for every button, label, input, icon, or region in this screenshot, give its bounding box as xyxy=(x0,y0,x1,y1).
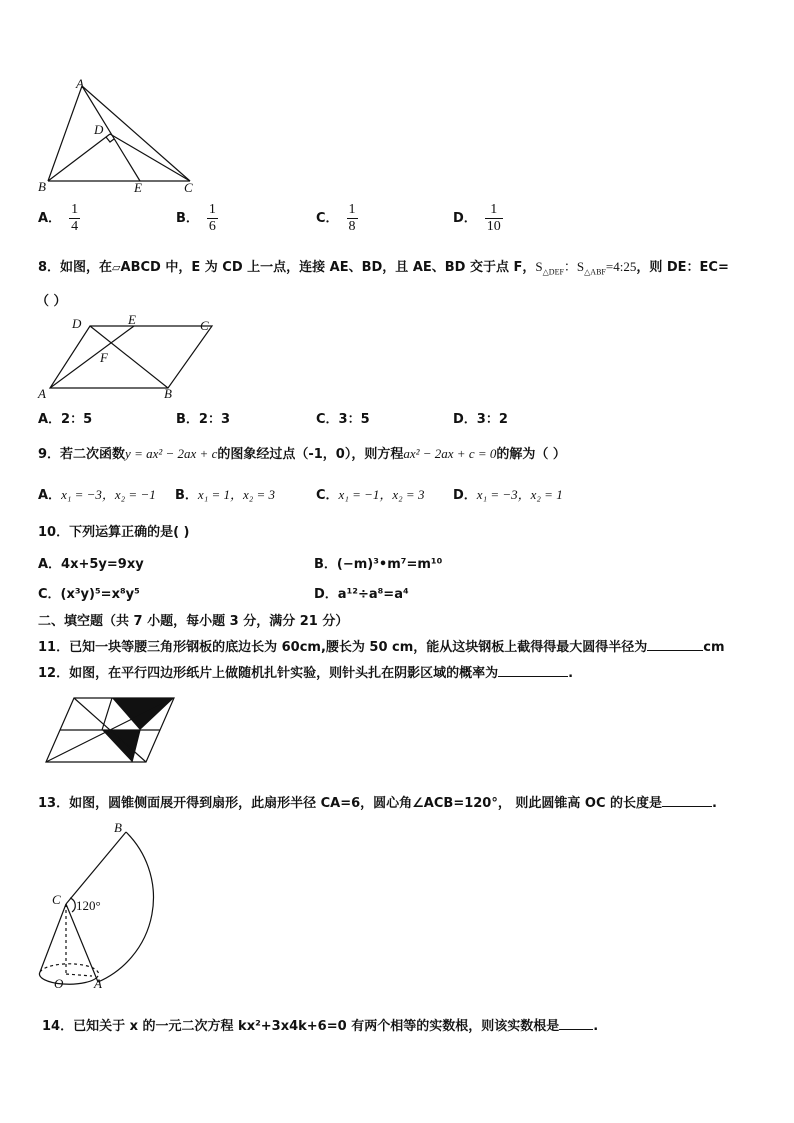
section-heading-fill-in: 二、填空题（共 7 小题，每小题 3 分，满分 21 分） xyxy=(38,614,349,629)
q8-s2-sub: △ABF xyxy=(584,267,606,277)
q7-b-num: 1 xyxy=(208,202,216,217)
q13-answer-blank[interactable] xyxy=(662,794,712,807)
q12-answer-blank[interactable] xyxy=(498,664,568,677)
q10-option-d[interactable]: D．a¹²÷a⁸=a⁴ xyxy=(314,587,409,602)
q11-unit: cm xyxy=(703,640,725,655)
q9-stem-c: 的解为（ ） xyxy=(496,447,566,462)
q11-answer-blank[interactable] xyxy=(647,638,703,651)
q7-option-c-fraction xyxy=(347,202,358,235)
q7-option-a-fraction xyxy=(69,202,80,235)
q7-option-b[interactable] xyxy=(176,202,218,235)
q7-d-den: 10 xyxy=(486,219,501,234)
q9-option-c-label: C． xyxy=(316,488,339,503)
q7-option-c-label: C． xyxy=(316,211,339,226)
q11 xyxy=(38,636,725,655)
q12-parallelogram-figure xyxy=(40,692,190,768)
q14-text: 14．已知关于 x 的一元二次方程 kx²+3x4k+6=0 有两个相等的实数根，则该实数根是 xyxy=(42,1019,560,1034)
q8-option-d[interactable]: D．3：2 xyxy=(453,412,508,427)
q13-label-b: B xyxy=(114,820,122,835)
q8-stem-b: ABCD 中，E 为 CD 上一点，连接 AE、BD，且 AE、BD 交于点 F， xyxy=(120,260,536,275)
q8-stem xyxy=(38,256,729,277)
q7-d-num: 1 xyxy=(485,202,503,219)
q8-ratio xyxy=(535,259,637,277)
q8-option-b[interactable]: B．2：3 xyxy=(176,412,230,427)
q7-label-d: D xyxy=(94,122,104,137)
q13-end: . xyxy=(712,796,717,811)
q10-option-c[interactable]: C．(x³y)⁵=x⁸y⁵ xyxy=(38,587,140,602)
q8-label-f: F xyxy=(100,350,108,365)
q7-option-d-label: D． xyxy=(453,211,477,226)
q13-label-c: C xyxy=(52,892,61,907)
q9-stem xyxy=(38,443,566,462)
q8-option-c[interactable]: C．3：5 xyxy=(316,412,370,427)
q7-label-c: C xyxy=(184,180,193,195)
q8-label-a: A xyxy=(38,386,46,401)
q7-b-den: 6 xyxy=(208,219,216,234)
q12-end: . xyxy=(568,666,574,681)
q8-s1-sub: △DEF xyxy=(542,267,564,277)
q13-label-o: O xyxy=(54,976,64,991)
q7-c-den: 8 xyxy=(348,219,356,234)
q8-label-d: D xyxy=(72,316,82,331)
q9-option-a-label: A． xyxy=(38,488,62,503)
q7-c-num: 1 xyxy=(348,202,356,217)
q7-label-a: A xyxy=(76,76,84,91)
q7-a-den: 4 xyxy=(71,219,79,234)
q13-label-a: A xyxy=(94,976,102,991)
q7-option-c[interactable] xyxy=(316,202,358,235)
q9-equation: ax² − 2ax + c = 0 xyxy=(403,446,497,461)
q13-text: 13．如图，圆锥侧面展开得到扇形，此扇形半径 CA=6，圆心角∠ACB=120°， 则此圆锥高 OC 的长度是 xyxy=(38,796,663,811)
q9-option-d-label: D． xyxy=(453,488,477,503)
q8-label-c: C xyxy=(200,318,209,333)
q8-label-e: E xyxy=(128,312,136,327)
q10-option-b[interactable]: B．(−m)³•m⁷=m¹⁰ xyxy=(314,557,443,572)
q7-a-num: 1 xyxy=(71,202,79,217)
q9-option-b[interactable] xyxy=(175,484,275,503)
q14 xyxy=(42,1015,598,1034)
q9-function: y = ax² − 2ax + c xyxy=(125,446,218,461)
q9-stem-a: 9．若二次函数 xyxy=(38,447,126,462)
q13-cone-sector-figure xyxy=(30,816,180,998)
q9-option-b-value: x₁ = 1，x₂ = 3 xyxy=(197,487,276,502)
q8-option-a[interactable]: A．2：5 xyxy=(38,412,93,427)
q9-option-c[interactable] xyxy=(316,484,424,503)
q9-option-d-value: x₁ = −3，x₂ = 1 xyxy=(476,487,563,502)
q7-label-b: B xyxy=(38,179,46,194)
q7-label-e: E xyxy=(134,180,142,195)
q7-option-a[interactable] xyxy=(38,202,80,235)
q7-option-d-fraction xyxy=(485,202,503,235)
parallelogram-icon: ▱ xyxy=(112,261,121,274)
q7-option-b-label: B． xyxy=(176,211,199,226)
q14-answer-blank[interactable] xyxy=(559,1017,593,1030)
q8-paren: （ ） xyxy=(36,294,67,309)
q7-option-d[interactable] xyxy=(453,202,503,235)
q9-option-b-label: B． xyxy=(175,488,198,503)
q9-option-a-value: x₁ = −3，x₂ = −1 xyxy=(61,487,156,502)
q8-colon: ： xyxy=(563,259,577,274)
q7-option-b-fraction xyxy=(207,202,218,235)
q8-ratio-value: =4:25 xyxy=(605,259,637,274)
q7-triangle-figure xyxy=(30,76,210,196)
q12 xyxy=(38,662,573,681)
q8-s1: S xyxy=(535,259,543,274)
q9-option-d[interactable] xyxy=(453,484,563,503)
q8-stem-a: 8．如图，在 xyxy=(38,260,113,275)
q9-option-c-value: x₁ = −1，x₂ = 3 xyxy=(338,487,425,502)
q13-label-angle: 120° xyxy=(76,898,101,913)
q7-option-a-label: A． xyxy=(38,211,62,226)
q8-s2: S xyxy=(576,259,585,274)
q9-stem-b: 的图象经过点（-1，0），则方程 xyxy=(217,447,404,462)
q14-end: . xyxy=(593,1019,599,1034)
q10-option-a[interactable]: A．4x+5y=9xy xyxy=(38,557,144,572)
q10-stem: 10．下列运算正确的是( ) xyxy=(38,525,190,540)
q9-option-a[interactable] xyxy=(38,484,156,503)
q8-label-b: B xyxy=(164,386,172,401)
q13 xyxy=(38,792,717,811)
q8-parallelogram-figure xyxy=(30,310,230,402)
q11-text: 11．已知一块等腰三角形钢板的底边长为 60cm,腰长为 50 cm，能从这块钢板上截得得最大圆得半径为 xyxy=(38,640,648,655)
q8-stem-c: ，则 DE：EC= xyxy=(636,260,729,275)
q12-text: 12．如图，在平行四边形纸片上做随机扎针实验，则针头扎在阴影区域的概率为 xyxy=(38,666,499,681)
